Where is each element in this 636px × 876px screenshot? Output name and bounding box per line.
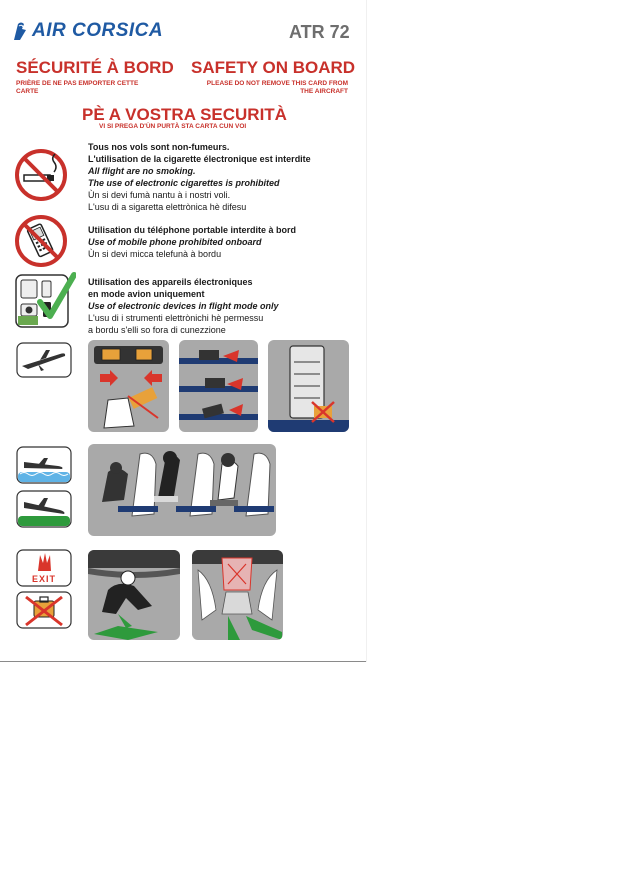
phone-fr: Utilisation du téléphone portable interdite à bord — [88, 225, 297, 235]
panel-exit-door-no-baggage — [268, 340, 349, 432]
devices-fr-2: en mode avion uniquement — [88, 289, 205, 299]
title-english: SAFETY ON BOARD — [191, 58, 356, 77]
panel-brace-position — [88, 444, 276, 536]
card-bottom-edge — [0, 661, 366, 662]
devices-co-2: a bordu s'elli so fora di cunezzione — [88, 325, 226, 335]
smoking-en-2: The use of electronic cigarettes is prohibited — [88, 178, 280, 188]
card-edge — [366, 0, 367, 662]
airline-name: AIR CORSICA — [32, 20, 164, 41]
panel-floor-path-lighting — [192, 550, 283, 640]
panel-overhead-bin — [88, 340, 169, 432]
smoking-fr-1: Tous nos vols sont non-fumeurs. — [88, 142, 230, 152]
subtitle-english: PLEASE DO NOT REMOVE THIS CARD FROM THE AIRCRAFT — [206, 80, 348, 95]
phone-en: Use of mobile phone prohibited onboard — [88, 237, 262, 247]
smoking-en-1: All flight are no smoking. — [88, 166, 196, 176]
phone-text — [88, 224, 296, 260]
no-smoking-icon — [14, 148, 68, 202]
no-baggage-evacuation-icon — [16, 591, 72, 629]
airplane-climbing-icon — [16, 342, 72, 378]
devices-en: Use of electronic devices in flight mode only — [88, 301, 279, 311]
subtitle-french: PRIÈRE DE NE PAS EMPORTER CETTE CARTE — [16, 80, 139, 95]
corsica-head-icon — [10, 20, 32, 42]
smoking-co-1: Ùn si devi fumà nantu à i nostri voli. — [88, 190, 231, 200]
electronic-devices-allowed-icon — [14, 272, 76, 330]
devices-text — [88, 276, 279, 336]
exit-label: EXIT — [31, 574, 56, 584]
devices-co-1: L'usu di i strumenti elettrònichi hè permessu — [88, 313, 264, 323]
subtitle-corsican: VI SI PREGA D'ÙN PURTÀ STA CARTA CUN VOI — [99, 123, 247, 130]
water-landing-icon — [16, 446, 72, 484]
ground-landing-icon — [16, 490, 72, 528]
phone-co: Ùn si devi micca telefunà à bordu — [88, 249, 222, 259]
panel-crawl-to-exit — [88, 550, 180, 640]
smoking-text — [88, 141, 311, 213]
no-mobile-phone-icon — [14, 214, 68, 268]
air-corsica-logo — [10, 20, 163, 42]
panel-under-seat-baggage — [179, 340, 258, 432]
safety-card — [0, 0, 366, 662]
title-french: SÉCURITÉ À BORD — [16, 58, 174, 77]
devices-fr-1: Utilisation des appareils électroniques — [88, 277, 253, 287]
smoking-fr-2: L'utilisation de la cigarette électronique est interdite — [88, 154, 311, 164]
aircraft-model: ATR 72 — [289, 22, 350, 42]
smoking-co-2: L'usu di a sigaretta elettrònica hè difesu — [88, 202, 247, 212]
title-corsican: PÈ A VOSTRA SECURITÀ — [82, 105, 287, 124]
